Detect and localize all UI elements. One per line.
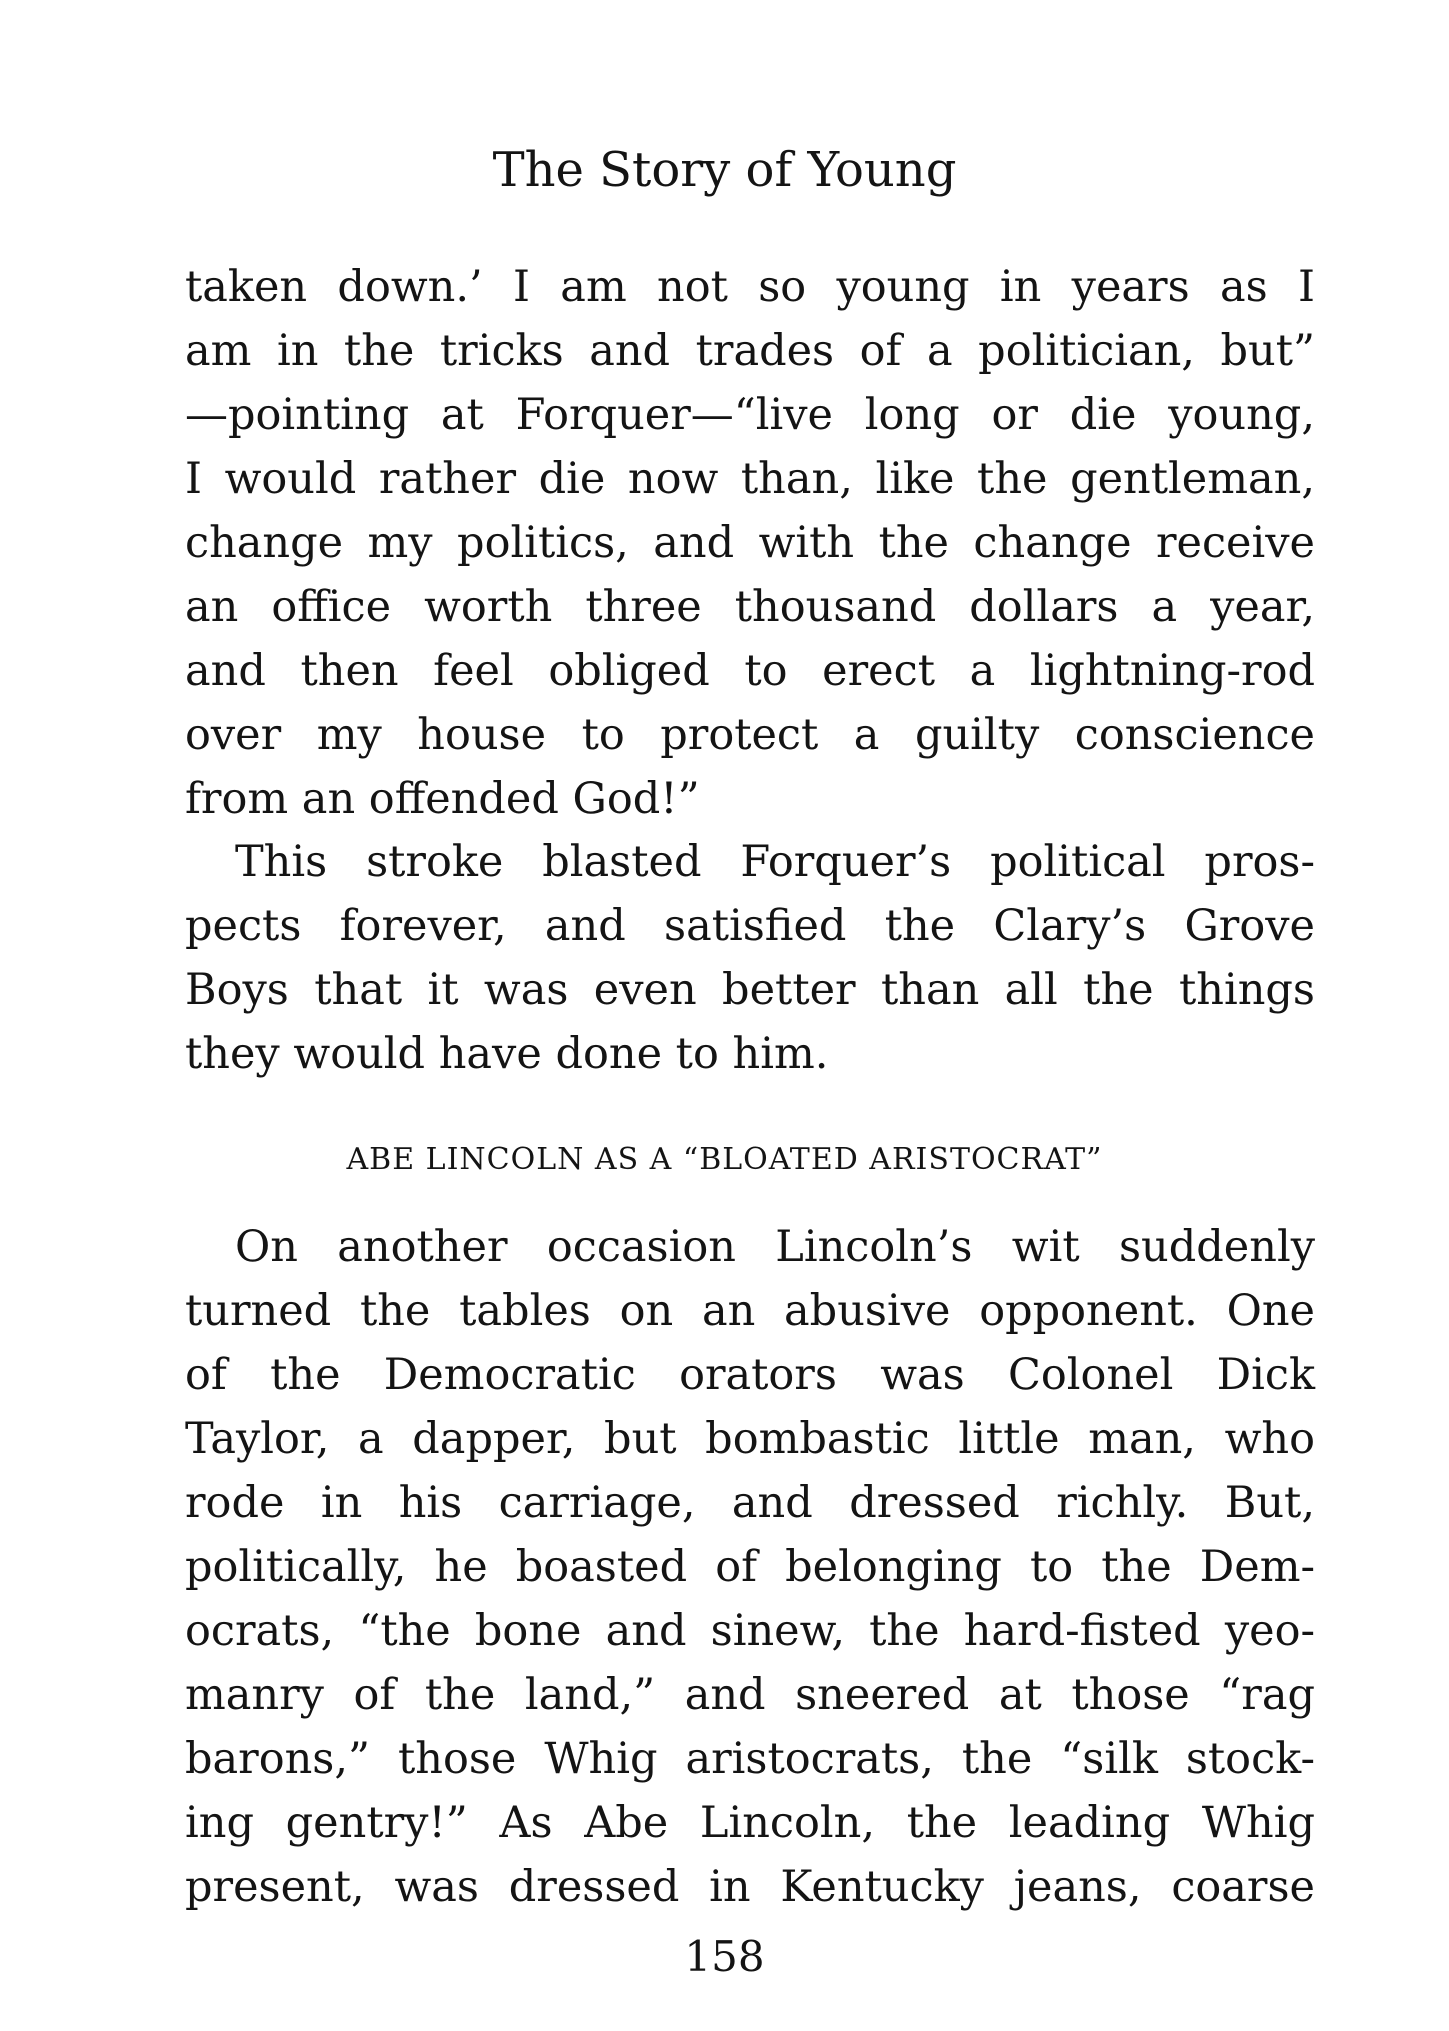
text-line: am in the tricks and trades of a politician, but” <box>185 326 1315 376</box>
text-line: barons,” those Whig aristocrats, the “silk stock- <box>185 1734 1315 1784</box>
page-number: 158 <box>684 1932 765 1981</box>
text-line: —pointing at Forquer—“live long or die young, <box>185 390 1315 440</box>
text-line: Taylor, a dapper, but bombastic little man, who <box>185 1414 1315 1464</box>
paragraph-lincoln-taylor <box>185 1215 1315 1919</box>
text-line: from an offended God!” <box>185 774 700 824</box>
text-line: Boys that it was even better than all the things <box>185 965 1315 1015</box>
text-line: On another occasion Lincoln’s wit suddenly <box>235 1222 1315 1272</box>
text-line: an office worth three thousand dollars a year, <box>185 582 1315 632</box>
text-line: and then feel obliged to erect a lightning-rod <box>185 646 1315 696</box>
text-line: of the Democratic orators was Colonel Dick <box>185 1350 1315 1400</box>
section-heading: ABE LINCOLN AS A “BLOATED ARISTOCRAT” <box>346 1142 1103 1177</box>
text-line: change my politics, and with the change receive <box>185 518 1315 568</box>
text-line: manry of the land,” and sneered at those “rag <box>185 1670 1315 1720</box>
text-line: ing gentry!” As Abe Lincoln, the leading Whig <box>185 1798 1315 1848</box>
text-line: over my house to protect a guilty conscience <box>185 710 1315 760</box>
text-line: they would have done to him. <box>185 1029 829 1079</box>
text-line: pects forever, and satisfied the Clary’s Grove <box>185 901 1315 951</box>
text-line: taken down.’ I am not so young in years as I <box>185 262 1315 312</box>
text-line: turned the tables on an abusive opponent. One <box>185 1286 1315 1336</box>
text-line: I would rather die now than, like the gentleman, <box>185 454 1315 504</box>
text-line: rode in his carriage, and dressed richly. But, <box>185 1478 1315 1528</box>
running-title: The Story of Young <box>492 142 957 198</box>
text-line: politically, he boasted of belonging to the Dem- <box>185 1542 1315 1592</box>
text-line: present, was dressed in Kentucky jeans, coarse <box>185 1862 1315 1912</box>
paragraph-quote-ending <box>185 255 1315 831</box>
paragraph-forquer-result <box>185 830 1315 1086</box>
text-line: ocrats, “the bone and sinew, the hard-fisted yeo- <box>185 1606 1315 1656</box>
text-line: This stroke blasted Forquer’s political pros- <box>235 837 1315 887</box>
